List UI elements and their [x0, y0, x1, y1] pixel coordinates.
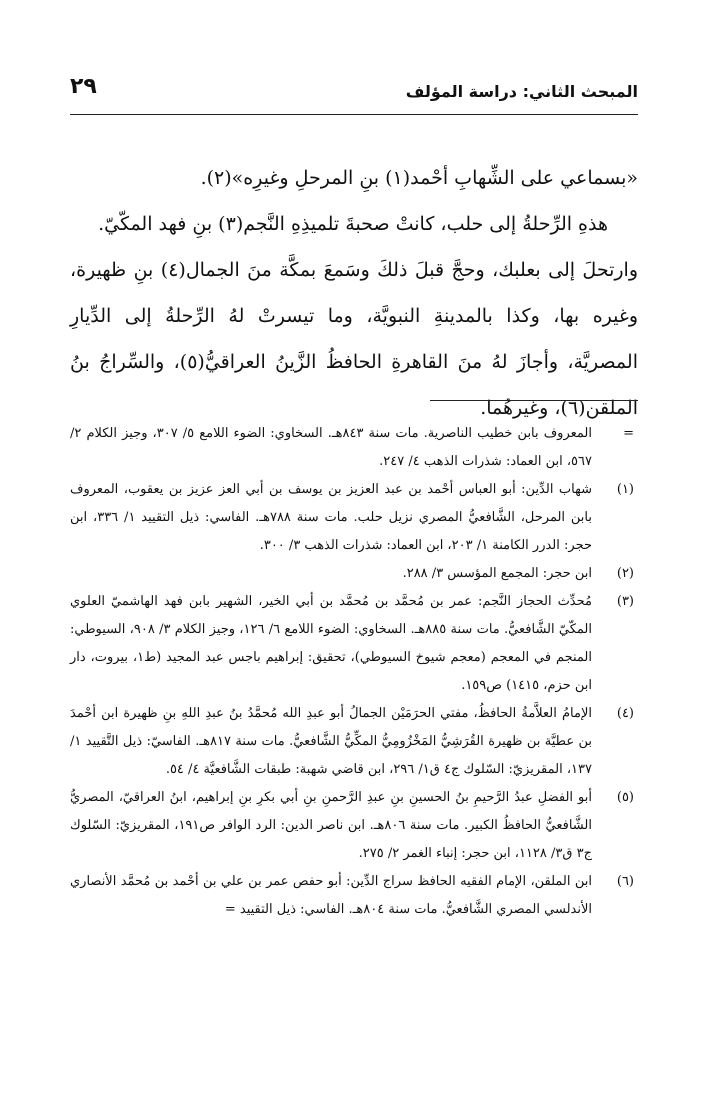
paragraph: وارتحلَ إلى بعلبك، وحجَّ قبلَ ذلكَ وسَمعَ بمكَّة منَ الجمال(٤) بنِ ظهيرة، وغيره بها، وكذا بالمدينةِ النبويَّة، وما تيسرتْ لهُ الرِّحلةُ إلى الدِّيارِ المصريَّة، وأجازَ لهُ منَ القاهرةِ الحافظُ الزَّينُ العراقيُّ(٥)، والسِّراجُ بنُ الملقن(٦)، وغيرهُما. [70, 259, 638, 419]
footnotes [70, 420, 638, 924]
page-header [70, 74, 638, 115]
main-text [70, 155, 638, 431]
footnote-text: ابن الملقن، الإمام الفقيه الحافظ سراج الدِّين: أبو حفص عمر بن علي بن أحْمد بن مُحمَّد الأنصاري الأندلسي المصري الشَّافعيُّ. مات سنة ٨٠٤هـ. الفاسي: ذيل التقييد = [70, 874, 592, 917]
footnote-text: شهاب الدِّين: أبو العباس أحْمد بن عبد العزيز بن يوسف بن أبي العز عزيز بن يعقوب، المعروف بابن المرحل، الشَّافعيُّ المصري نزيل حلب. مات سنة ٧٨٨هـ. الفاسي: ذيل التقييد ١/ ٣٣٦، ابن حجر: الدرر الكامنة ١/ ٢٠٣، ابن العماد: شذرات الذهب ٣/ ٣٠٠. [70, 482, 593, 553]
footnote [70, 868, 638, 924]
footnote [70, 420, 638, 476]
footnote-separator [430, 400, 638, 401]
footnote [70, 784, 638, 868]
footnote-mark: (١) [616, 482, 634, 497]
footnote-mark: (٣) [616, 594, 634, 609]
paragraph: هذهِ الرِّحلةُ إلى حلب، كانتْ صحبةَ تلميذِهِ النَّجم(٣) بنِ فهد المكّيّ. [98, 213, 608, 235]
footnote-mark: = [623, 426, 634, 441]
footnote-text: ابن حجر: المجمع المؤسس ٣/ ٢٨٨. [402, 566, 592, 581]
footnote-text: أبو الفضلِ عبدُ الرَّحيمِ بنُ الحسينِ بنِ عبدِ الرَّحمنِ بنِ أبي بكرِ بنِ إبراهيم، ابنُ العراقيّ، المصريُّ الشَّافعيُّ الحافظُ الكبير. مات سنة ٨٠٦هـ. ابن ناصر الدين: الرد الوافر ص١٩١، المقريزيّ: السّلوك ج٣ ق٣/ ١١٢٨، ابن حجر: إنباء الغمر ٢/ ٢٧٥. [70, 790, 592, 861]
footnote [70, 560, 638, 588]
footnote [70, 700, 638, 784]
footnote-text: المعروف بابن خطيب الناصرية. مات سنة ٨٤٣هـ. السخاوي: الضوء اللامع ٥/ ٣٠٧، وجيز الكلام ٢/ ٥٦٧، ابن العماد: شذرات الذهب ٤/ ٢٤٧. [70, 426, 592, 469]
footnote-mark: (٢) [616, 566, 634, 581]
footnote [70, 476, 638, 560]
footnote-text: الإمامُ العلاَّمةُ الحافظُ، مفتي الحرَمَيْن الجمالُ أبو عبدِ الله مُحمَّدُ بنُ عبدِ اللهِ بنِ ظهيرة ابن أحْمدَ بن عطيَّة بن ظهيرة القُرَشِيُّ المَخْزُومِيُّ المكِّيُّ الشَّافعيُّ. مات سنة ٨١٧هـ. الفاسيّ: ذيل التَّقييد ١/ ١٣٧، المقريزيّ: السّلوك ج٤ ق١/ ٢٩٦، ابن قاضي شهبة: طبقات الشَّافعيَّة ٤/ ٥٤. [70, 706, 592, 777]
paragraph: «بسماعي على الشِّهابِ أحْمد(١) بنِ المرحلِ وغيرِه»(٢). [200, 167, 638, 189]
footnote-mark: (٤) [616, 706, 634, 721]
running-title: المبحث الثاني: دراسة المؤلف [405, 82, 638, 101]
footnote-text: مُحدِّث الحجاز النَّجم: عمر بن مُحمَّد بن مُحمَّد بن أبي الخير، الشهير بابن فهد الهاشميّ العلوي المكّيّ الشَّافعيُّ. مات سنة ٨٨٥هـ. السخاوي: الضوء اللامع ٦/ ١٢٦، وجيز الكلام ٣/ ٩٠٨، السيوطي: المنجم في المعجم (معجم شيوخ السيوطي)، تحقيق: إبراهيم باجس عبد المجيد (ط١، بيروت، دار ابن حزم، ١٤١٥) ص١٥٩. [70, 594, 593, 693]
footnote-mark: (٦) [616, 874, 634, 889]
footnote-mark: (٥) [616, 790, 634, 805]
page-number: ٢٩ [70, 74, 97, 99]
footnote [70, 588, 638, 700]
